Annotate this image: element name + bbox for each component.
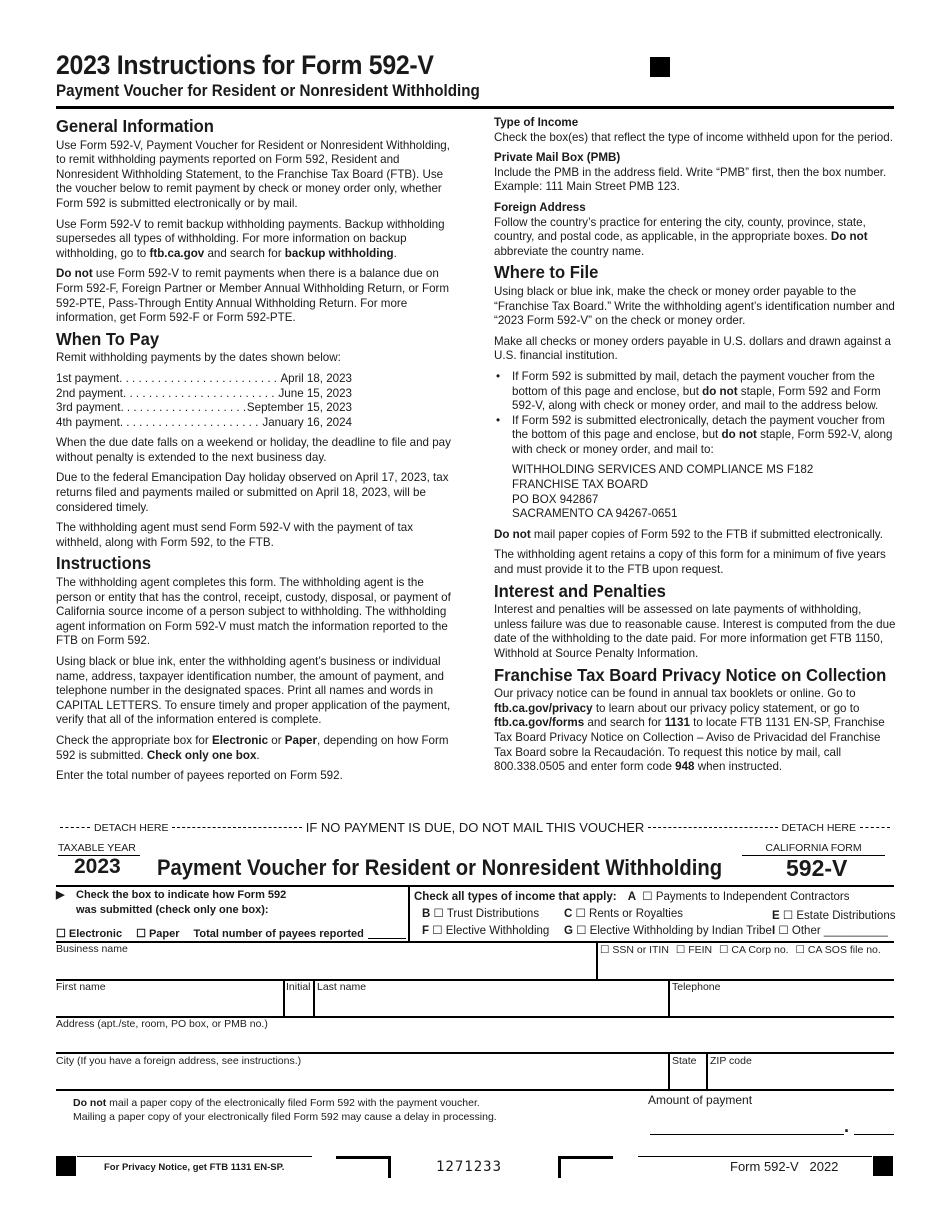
first-name-label: First name [56, 981, 106, 993]
voucher-year: 2023 [74, 855, 121, 878]
income-a-checkbox[interactable] [642, 891, 652, 903]
last-name-label: Last name [317, 981, 367, 993]
where-to-file-heading: Where to File [494, 262, 599, 283]
income-c-checkbox[interactable] [576, 908, 586, 920]
address-line: PO BOX 942867 [512, 492, 599, 506]
income-g-label: Elective Withholding by Indian Tribe [589, 925, 772, 937]
income-i-letter: I [772, 925, 776, 937]
paper-checkbox[interactable] [136, 927, 146, 940]
pmb-heading: Private Mail Box (PMB) [494, 151, 621, 165]
income-types-box [414, 889, 894, 940]
when-paragraph-2: When the due date falls on a weekend or holiday, the deadline to file and pay without penalty is extended to the next business day. [56, 436, 451, 464]
scan-bracket-right [558, 1156, 613, 1178]
where-bullet-electronic: • If Form 592 is submitted electronically, detach the payment voucher from the bottom of this page and enclose, but do not staple, Form 592-V, along with check or money order, and mail to: [494, 414, 896, 458]
scan-code: 1271233 [436, 1159, 503, 1175]
registration-mark [650, 57, 670, 77]
mailing-address [494, 463, 896, 521]
ssn-checkbox[interactable] [600, 944, 609, 956]
ca-corp-checkbox[interactable] [719, 944, 728, 956]
electronic-checkbox[interactable] [56, 927, 66, 940]
last-name-field[interactable] [317, 981, 665, 1017]
where-paragraph-4: The withholding agent retains a copy of this form for a minimum of five years and must provide it to the FTB upon request. [494, 548, 886, 577]
voucher-form-number: 592-V [786, 855, 848, 881]
scan-bracket-left [336, 1156, 391, 1178]
ca-corp-label: CA Corp no. [731, 944, 789, 956]
income-f-label: Elective Withholding [445, 925, 550, 937]
income-b-checkbox[interactable] [434, 908, 444, 920]
income-b-letter: B [422, 908, 431, 920]
field-divider [706, 1052, 708, 1090]
instructions-paragraph-1: The withholding agent completes this form. The withholding agent is the person or entity that has the control, receipt, custody, disposal, or payment of California source income of a person subject to withholding. The withholding agent information on Form 592-V must match the information reported to the FTB on Form 592. [56, 576, 451, 648]
income-e-checkbox[interactable] [783, 910, 793, 922]
first-name-field[interactable] [56, 981, 282, 1017]
no-payment-notice: IF NO PAYMENT IS DUE, DO NOT MAIL THIS VOUCHER [305, 820, 645, 835]
address-line: WITHHOLDING SERVICES AND COMPLIANCE MS F182 [512, 463, 814, 477]
registration-mark [873, 1156, 893, 1176]
total-payees-field[interactable] [368, 928, 406, 939]
electronic-label: Electronic [68, 927, 123, 940]
when-intro: Remit withholding payments by the dates shown below: [56, 351, 341, 365]
amount-of-payment-field[interactable] [650, 1116, 894, 1136]
income-g-checkbox[interactable] [576, 925, 586, 937]
electronic-filing-note: Do not mail a paper copy of the electronically filed Form 592 with the payment voucher. Mailing a paper copy of your electronically filed Form 592 may cause a delay in processing. [73, 1097, 497, 1123]
state-label: State [672, 1055, 697, 1067]
income-a-letter: A [627, 891, 637, 903]
payment-row: 2nd payment . . . June 15, 2023 [56, 387, 352, 402]
taxpayer-id-field[interactable] [600, 944, 881, 956]
city-label: City (If you have a foreign address, see instructions.) [56, 1055, 302, 1067]
california-form-label: CALIFORNIA FORM [742, 842, 885, 856]
income-c-label: Rents or Royalties [589, 908, 683, 920]
instructions-paragraph-3: Check the appropriate box for Electronic or Paper, depending on how Form 592 is submitted. Check only one box. [56, 733, 449, 762]
instructions-heading: Instructions [56, 553, 152, 574]
arrow-right-icon: ▶ [56, 889, 65, 901]
telephone-label: Telephone [672, 981, 721, 993]
footer-rule [638, 1156, 872, 1157]
foreign-address-heading: Foreign Address [494, 200, 586, 214]
general-paragraph-1: Use Form 592-V, Payment Voucher for Resident or Nonresident Withholding, to remit withholding payments reported on Form 592, Resident and Nonresident Withholding Statement, to the Franchise Tax Board (FTB). Use the voucher below to remit payment by check or money order only, whether Form 592 is submitted electronically or by mail. [56, 138, 450, 210]
voucher-divider [408, 887, 410, 942]
income-a-label: Payments to Independent Contractors [655, 891, 850, 903]
when-paragraph-3: Due to the federal Emancipation Day holiday observed on April 17, 2023, tax returns filed and payments mailed or submitted on April 18, 2023, will be considered timely. [56, 471, 449, 514]
field-divider [313, 979, 315, 1017]
header-rule [56, 106, 894, 109]
instructions-paragraph-4: Enter the total number of payees reported on Form 592. [56, 769, 343, 783]
row-rule [56, 1089, 894, 1091]
initial-field[interactable] [286, 981, 312, 1017]
footer-rule [77, 1156, 312, 1157]
voucher-top-rule [56, 885, 894, 887]
income-i-checkbox[interactable] [778, 925, 788, 937]
where-bullet-list [494, 370, 896, 458]
footer-form-label: Form 592-V 2022 [730, 1159, 839, 1174]
privacy-notice-heading: Franchise Tax Board Privacy Notice on Collection [494, 664, 887, 685]
address-line: SACRAMENTO CA 94267-0651 [512, 507, 678, 521]
zip-field[interactable] [710, 1055, 890, 1089]
where-paragraph-2: Make all checks or money orders payable in U.S. dollars and drawn against a U.S. financial institution. [494, 334, 891, 363]
payment-schedule [56, 372, 460, 430]
page-title: 2023 Instructions for Form 592-V [56, 50, 434, 80]
check-box-instruction: Check the box to indicate how Form 592 [76, 889, 287, 901]
type-of-income-heading: Type of Income [494, 116, 579, 129]
zip-label: ZIP code [710, 1055, 752, 1067]
address-line: FRANCHISE TAX BOARD [512, 478, 649, 492]
income-i-label: Other __________ [791, 925, 888, 937]
registration-mark [56, 1156, 76, 1176]
interest-penalties-heading: Interest and Penalties [494, 580, 666, 601]
submission-method-box [56, 888, 406, 940]
pmb-paragraph: Include the PMB in the address field. Write “PMB” first, then the box number. Example: 111 Main Street PMB 123. [494, 165, 887, 194]
business-name-label: Business name [56, 943, 128, 955]
privacy-footer-note: For Privacy Notice, get FTB 1131 EN-SP. [104, 1162, 285, 1173]
income-c-letter: C [564, 908, 573, 920]
type-of-income-paragraph: Check the box(es) that reflect the type of income withheld upon for the period. [494, 130, 893, 144]
income-e-label: Estate Distributions [796, 910, 896, 922]
address-label: Address (apt./ste, room, PO box, or PMB no.) [56, 1018, 268, 1030]
decimal-point: . [844, 1116, 850, 1136]
field-divider [283, 979, 285, 1017]
fein-label: FEIN [688, 944, 713, 956]
page-subtitle: Payment Voucher for Resident or Nonresident Withholding [56, 82, 480, 100]
privacy-paragraph: Our privacy notice can be found in annual tax booklets or online. Go to ftb.ca.gov/privacy to learn about our privacy policy statement, or go to ftb.ca.gov/forms and search for 1131 to locate FTB 1131 EN-SP, Franchise Tax Board Privacy Notice on Collection – Aviso de Privacidad del Franchise Tax Board sobre la Recaudación. To request this notice by mail, call 800.338.0505 and enter form code 948 when instructed. [494, 687, 885, 774]
general-paragraph-3: Do not use Form 592-V to remit payments when there is a balance due on Form 592-F, Foreign Partner or Member Annual Withholding Return, or Form 592-PTE, Pass-Through Entity Annual Withholding Return. For more information, get Form 592-F or Form 592-PTE. [56, 267, 450, 325]
general-paragraph-2: Use Form 592-V to remit backup withholding payments. Backup withholding supersedes all types of withholding. For more information on backup withholding, go to ftb.ca.gov and search for backup withholding. [56, 217, 445, 260]
telephone-field[interactable] [672, 981, 892, 1017]
ca-sos-label: CA SOS file no. [807, 944, 881, 956]
income-f-letter: F [422, 925, 430, 937]
ssn-label: SSN or ITIN [612, 944, 669, 956]
income-f-checkbox[interactable] [432, 925, 442, 937]
state-field[interactable] [672, 1055, 704, 1089]
address-field[interactable] [56, 1018, 894, 1052]
detach-line [56, 820, 894, 835]
where-paragraph-3: Do not mail paper copies of Form 592 to the FTB if submitted electronically. [494, 527, 883, 541]
left-column [56, 114, 460, 790]
interest-paragraph: Interest and penalties will be assessed on late payments of withholding, unless failure was due to reasonable cause. Interest is computed from the due date of the withholding to the date paid. For more information get FTB 1150, Withhold at Source Penalty Information. [494, 603, 896, 660]
city-field[interactable] [56, 1055, 666, 1089]
paper-label: Paper [148, 927, 180, 940]
voucher-title: Payment Voucher for Resident or Nonresident Withholding [157, 855, 723, 880]
instructions-paragraph-2: Using black or blue ink, enter the withholding agent’s business or individual name, address, taxpayer identification number, the amount of payment, and telephone number in the designated spaces. Print all names and words in CAPITAL LETTERS. To ensure timely and proper application of the payment, verify that all of the information entered is complete. [56, 655, 451, 727]
payment-row: 1st payment . . . April 18, 2023 [56, 372, 352, 387]
income-g-letter: G [564, 925, 573, 937]
right-column [494, 116, 896, 781]
foreign-address-paragraph: Follow the country’s practice for entering the city, county, province, state, country, and postal code, as applicable, in the appropriate boxes. Do not abbreviate the country name. [494, 215, 868, 258]
check-box-instruction-2: was submitted (check only one box): [76, 904, 269, 916]
where-bullet-mail: • If Form 592 is submitted by mail, detach the payment voucher from the bottom of this page and enclose, but do not staple, Form 592 and Form 592-V, along with check or money order, and mail to the address below. [494, 370, 896, 414]
income-e-letter: E [772, 910, 780, 922]
payment-row: 3rd payment . . . September 15, 2023 [56, 401, 352, 416]
detach-here-right: DETACH HERE [781, 821, 856, 834]
fein-checkbox[interactable] [676, 944, 685, 956]
initial-label: Initial [286, 981, 311, 993]
row-rule [56, 1052, 894, 1054]
field-divider [596, 941, 598, 980]
business-name-field[interactable] [56, 943, 596, 979]
when-paragraph-4: The withholding agent must send Form 592-V with the payment of tax withheld, along with Form 592, to the FTB. [56, 521, 414, 549]
general-information-heading: General Information [56, 116, 214, 136]
where-paragraph-1: Using black or blue ink, make the check or money order payable to the “Franchise Tax Board.” Write the withholding agent’s identification number and “2023 Form 592-V” on the check or money order. [494, 284, 895, 328]
amount-of-payment-label: Amount of payment [648, 1093, 753, 1107]
taxable-year-label: TAXABLE YEAR [58, 842, 140, 856]
field-divider [668, 1052, 670, 1090]
field-divider [668, 979, 670, 1017]
total-payees-label: Total number of payees reported [193, 927, 364, 940]
payment-row: 4th payment . . . January 16, 2024 [56, 416, 352, 431]
ca-sos-checkbox[interactable] [796, 944, 805, 956]
income-types-heading: Check all types of income that apply: [414, 891, 617, 903]
when-to-pay-heading: When To Pay [56, 328, 160, 349]
income-b-label: Trust Distributions [446, 908, 540, 920]
detach-here-left: DETACH HERE [94, 821, 169, 834]
